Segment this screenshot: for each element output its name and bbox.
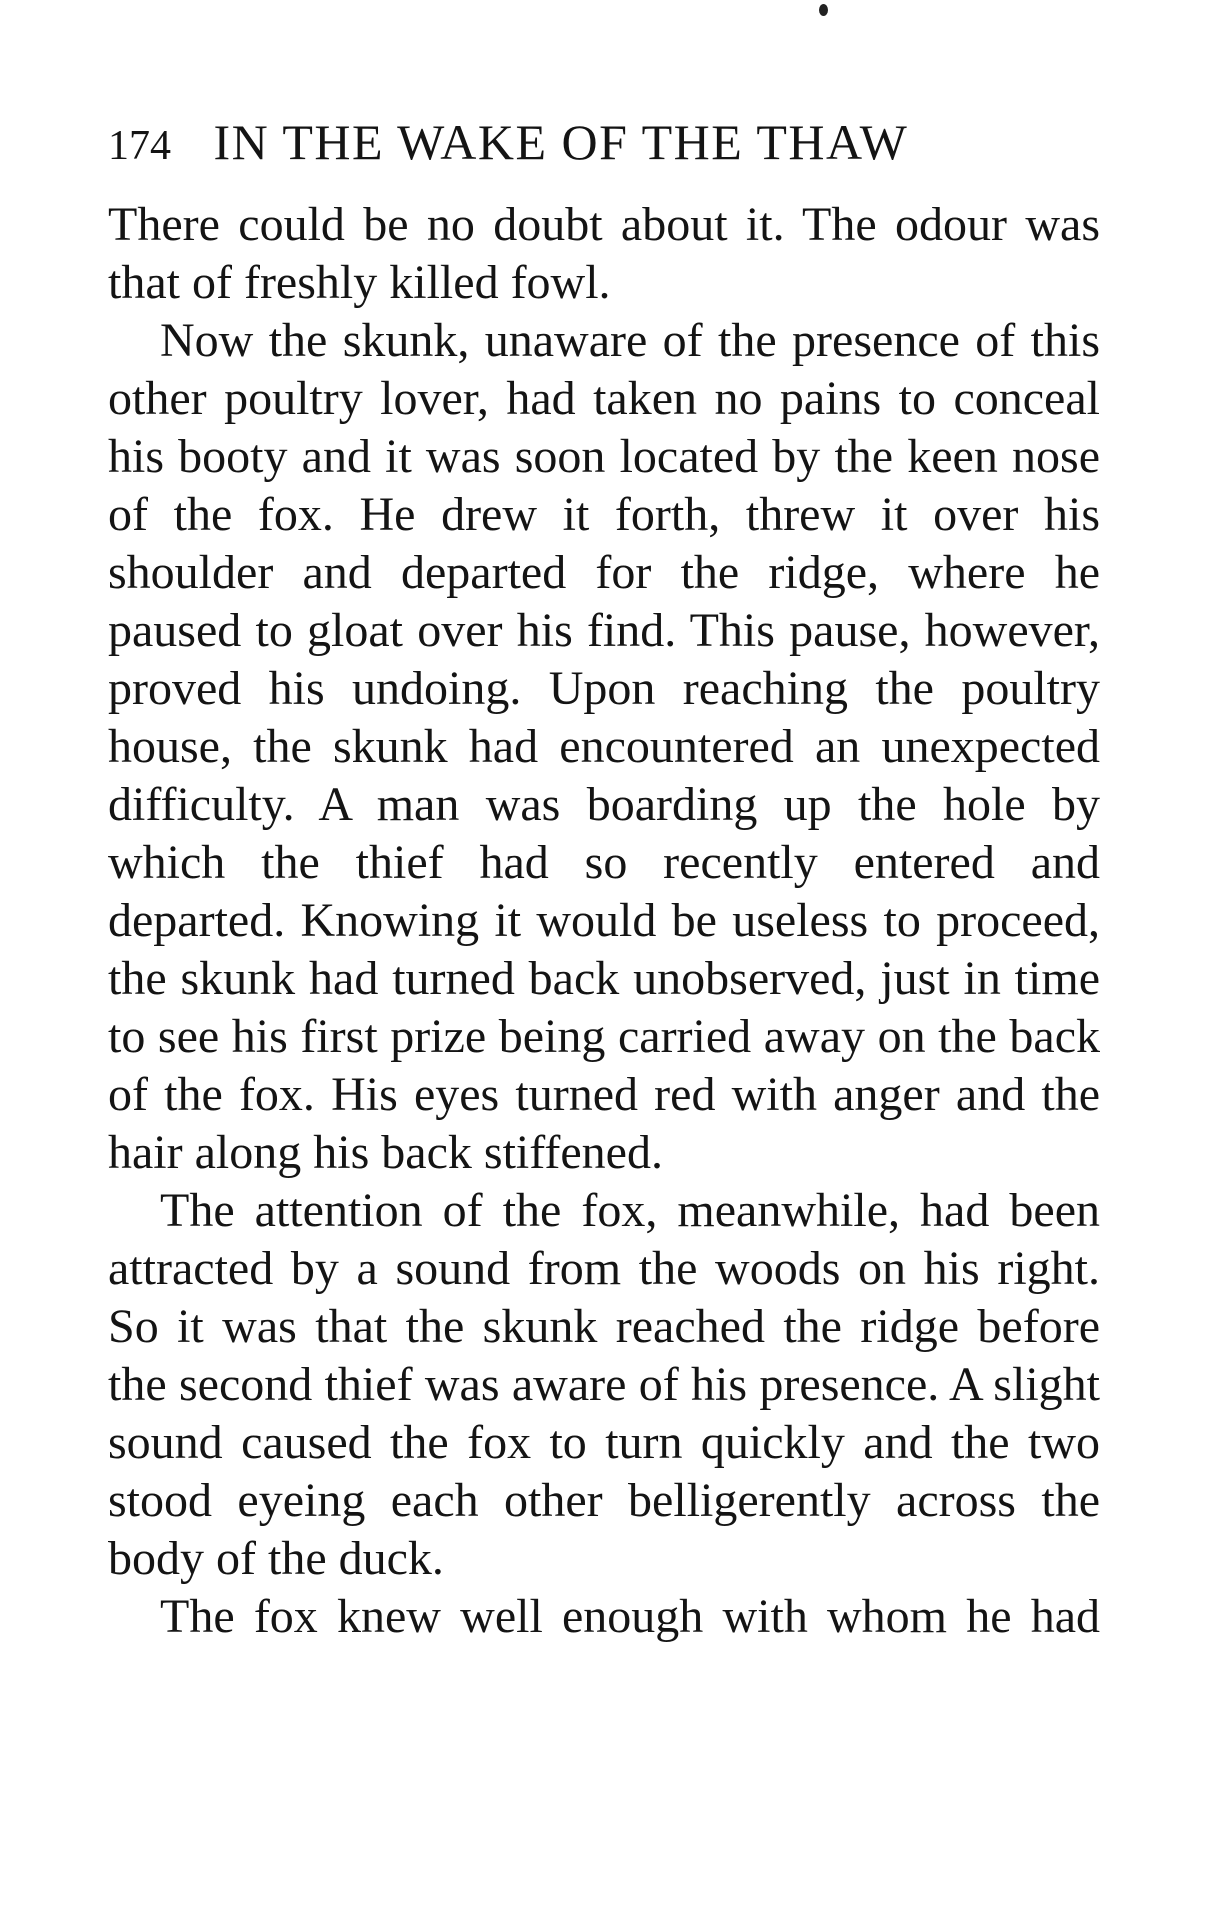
page-header [108,112,1100,172]
page-number: 174 [108,123,171,169]
paragraph-4: The fox knew well enough with whom he had [160,1590,1100,1643]
running-head: IN THE WAKE OF THE THAW [213,114,909,170]
paragraph-1: There could be no doubt about it. The odour was that of freshly killed fowl. [108,198,1100,309]
ink-speck [819,4,828,16]
paragraph-3: The attention of the fox, meanwhile, had been attracted by a sound from the woods on his right. So it was that the skunk reached the ridge before the second thief was aware of his presence. A slight sound caused the fox to turn quickly and the two stood eyeing each other belligerently across the body of the duck. [108,1184,1100,1585]
body-text [108,196,1100,1646]
paragraph-2: Now the skunk, unaware of the presence of this other poultry lover, had taken no pains to conceal his booty and it was soon located by the keen nose of the fox. He drew it forth, threw it over his shoulder and departed for the ridge, where he paused to gloat over his find. This pause, however, proved his undoing. Upon reaching the poultry house, the skunk had encountered an unexpected difficulty. A man was boarding up the hole by which the thief had so recently entered and departed. Knowing it would be useless to proceed, the skunk had turned back unobserved, just in time to see his first prize being carried away on the back of the fox. His eyes turned red with anger and the hair along his back stiffened. [108,314,1100,1179]
